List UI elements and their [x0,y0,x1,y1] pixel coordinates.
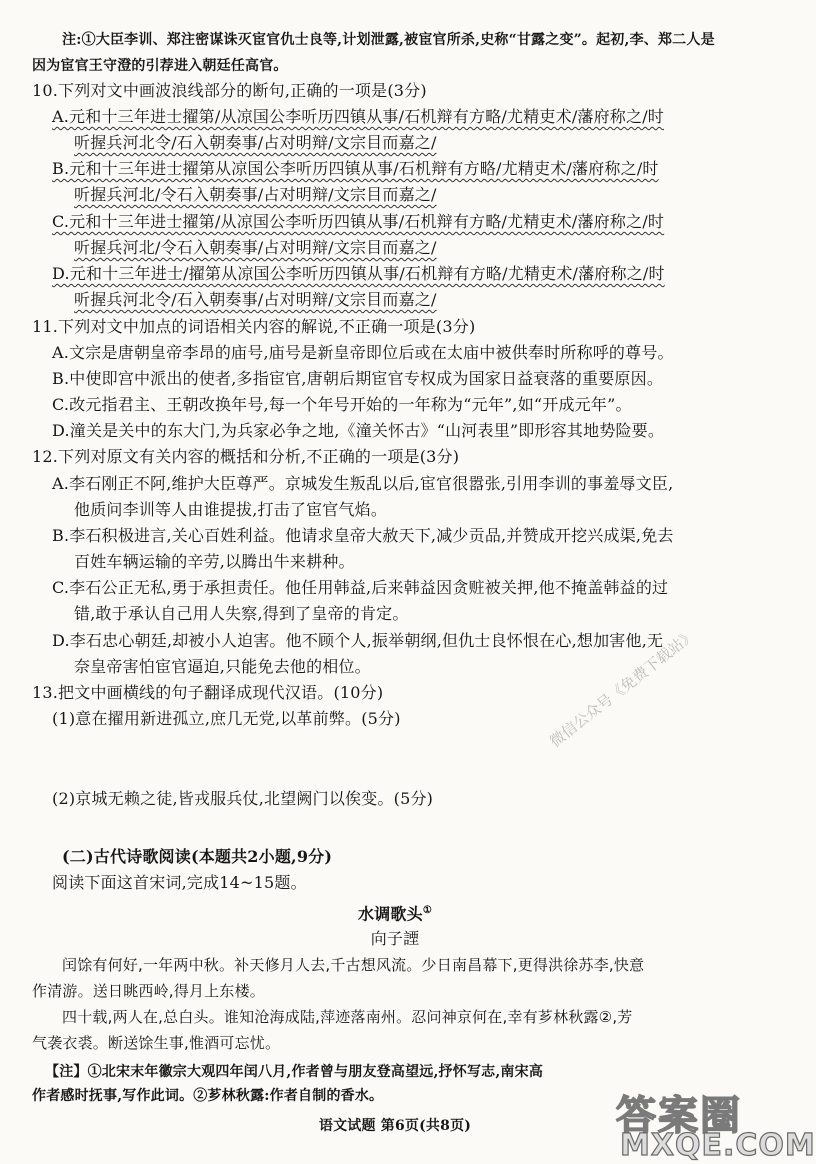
q12-option-c-line-2: 错,敢于承认自己用人失察,得到了皇帝的肯定。 [74,604,409,623]
q10-option-c-line-1: C.元和十三年进士擢第/从凉国公李听历四镇从事/石机辩有方略/尤精吏术/藩府称之/时 [52,212,665,231]
poem-para-2-line-1: 四十载,两人在,总白头。谁知沧海成陆,萍迹落南州。忍问神京何在,幸有芗林秋露②,芳 [62,1008,633,1026]
q12-stem: 12.下列对原文有关内容的概括和分析,不正确的一项是(3分) [32,447,460,466]
q12-option-d-line-1: D.李石忠心朝廷,却被小人迫害。他不顾个人,振举朝纲,但仇士良怀恨在心,想加害他,无 [52,631,664,650]
q12-option-b-line-1: B.李石积极进言,关心百姓利益。他请求皇帝大赦天下,减少贡品,并赞成开挖兴成渠,免去 [52,526,674,545]
q12-option-a-line-1: A.李石刚正不阿,维护大臣尊严。京城发生叛乱以后,宦官很嚣张,引用李训的事羞辱文臣, [52,474,674,493]
logo-bottom-text: MXQE.COM [620,1128,816,1163]
q11-option-c: C.改元指君主、王朝改换年号,每一个年号开始的一年称为“元年”,如“开成元年”。 [52,395,632,414]
q10-option-a-line-1: A.元和十三年进士擢第/从凉国公李听历四镇从事/石机辩有方略/尤精吏术/藩府称之/时 [52,107,664,126]
q12-option-c-line-1: C.李石公正无私,勇于承担责任。他任用韩益,后来韩益因贪赃被关押,他不掩盖韩益的过 [52,578,669,597]
poem-para-1-line-2: 作清游。送日眺西岭,得月上东楼。 [32,982,265,1000]
q11-option-d: D.潼关是关中的东大门,为兵家必争之地,《潼关怀古》“山河表里”即形容其地势险要。 [52,421,665,440]
answer-site-logo [612,1080,816,1164]
q13-stem: 13.把文中画横线的句子翻译成现代汉语。(10分) [32,683,384,702]
q11-stem: 11.下列对文中加点的词语相关内容的解说,不正确一项是(3分) [32,317,476,336]
top-note-line-1: 注:①大臣李训、郑注密谋诛灭宦官仇士良等,计划泄露,被宦官所杀,史称“甘露之变”。起初,李、郑二人是 [62,32,715,48]
q10-option-b-line-1: B.元和十三年进士擢第从凉国公李听历四镇从事/石机辩有方略/尤精吏术/藩府称之/时 [52,159,659,178]
poem-para-2-line-2: 气袭衣裘。断送馀生事,惟酒可忘忧。 [32,1034,281,1052]
page-footer: 语文试题 第6页(共8页) [318,1118,472,1134]
poem-note-line-2: 作者感时抚事,写作此词。②芗林秋露:作者自制的香水。 [32,1088,384,1104]
poem-title-text: 水调歌头 [358,904,423,924]
q10-stem: 10.下列对文中画波浪线部分的断句,正确的一项是(3分) [32,81,427,100]
watermark: 微信公众号《免费下载站》 [546,625,700,751]
q11-option-b: B.中使即宫中派出的使者,多指宦官,唐朝后期宦官专权成为国家日益衰落的重要原因。 [52,369,664,388]
q10-option-a-line-2: 听握兵河北令/石入朝奏事/占对明辩/文宗目而嘉之/ [74,133,437,152]
q12-option-b-line-2: 百姓车辆运输的辛劳,以腾出牛来耕种。 [74,552,355,571]
poem-author: 向子諲 [370,929,420,948]
section-2-title: (二)古代诗歌阅读(本题共2小题,9分) [62,847,333,866]
q13-sub-1: (1)意在擢用新进孤立,庶几无党,以革前弊。(5分) [52,709,401,728]
q10-option-c-line-2: 听握兵河北/令石入朝奏事/占对明辩/文宗目而嘉之/ [74,238,437,257]
top-note-line-2: 因为宦官王守澄的引荐进入朝廷任高官。 [32,58,288,74]
poem-note-line-1: 【注】①北宋末年徽宗大观四年闰八月,作者曾与朋友登高望远,抒怀写志,南宋高 [45,1064,544,1080]
q10-option-d-line-1: D.元和十三年进士/擢第从凉国公李听历四镇从事/石机辩有方略/尤精吏术/藩府称之/时 [52,264,665,283]
poem-title [0,900,790,925]
poem-para-1-line-1: 闰馀有何好,一年两中秋。补天修月人去,千古想风流。少日南昌幕下,更得洪徐苏李,快意 [62,956,645,974]
logo-top-text: 答案圈 [616,1093,742,1139]
q10-option-d-line-2: 听握兵河北令/石入朝奏事/占对明辩/文宗目而嘉之/ [74,290,437,309]
poem-title-note-mark: ① [422,905,432,916]
q10-option-b-line-2: 听握兵河北/令石入朝奏事/占对明辩/文宗目而嘉之/ [74,185,437,204]
section-2-instruction: 阅读下面这首宋词,完成14~15题。 [52,873,307,892]
q13-sub-2: (2)京城无赖之徒,皆戎服兵仗,北望阙门以俟变。(5分) [52,789,434,808]
q12-option-d-line-2: 奈皇帝害怕宦官逼迫,只能免去他的相位。 [74,657,371,676]
q11-option-a: A.文宗是唐朝皇帝李昂的庙号,庙号是新皇帝即位后或在太庙中被供奉时所称呼的尊号。 [52,343,674,362]
q12-option-a-line-2: 他质问李训等人由谁提拔,打击了宦官气焰。 [74,500,388,519]
